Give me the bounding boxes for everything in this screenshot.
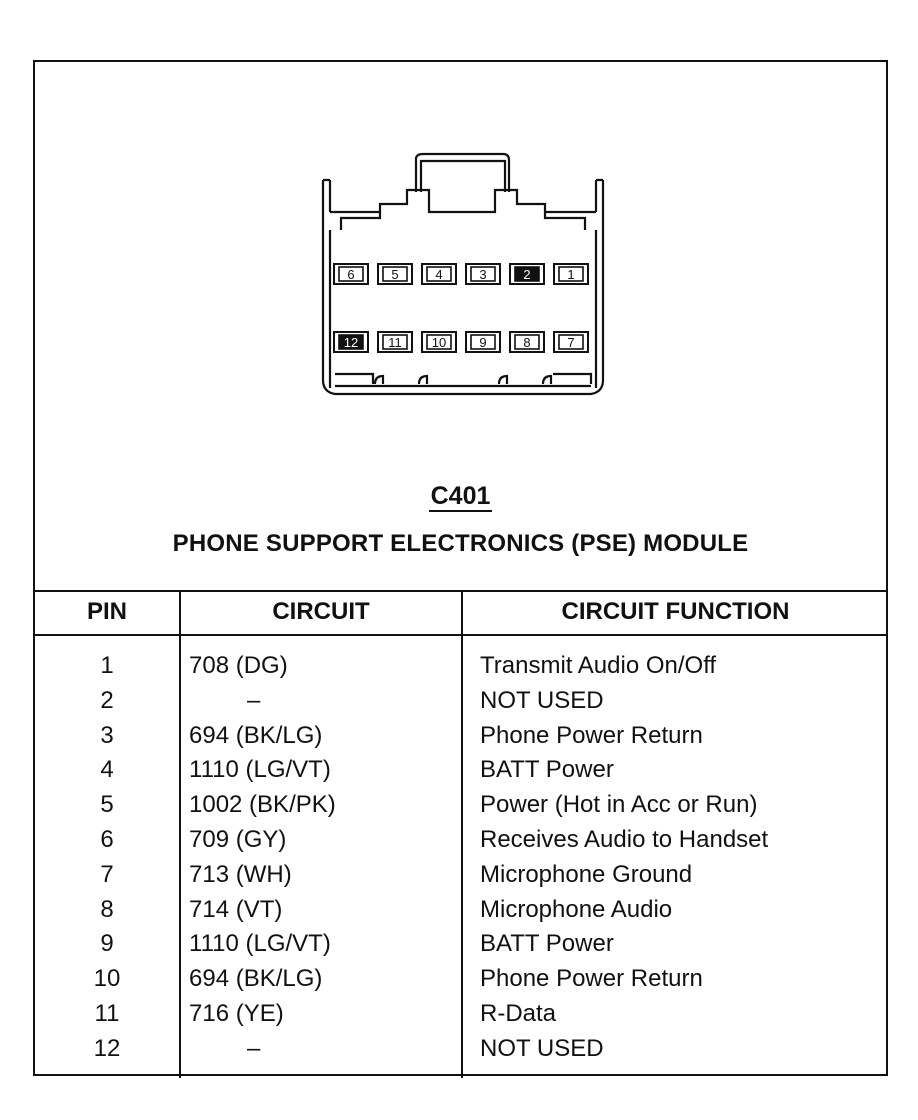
table-row	[35, 722, 886, 757]
pin-cavity	[466, 332, 500, 352]
pin-cell: 3	[100, 721, 114, 749]
function-cell: R-Data	[480, 999, 557, 1027]
circuit-cell: 1110 (LG/VT)	[189, 930, 331, 958]
circuit-cell: 716 (YE)	[189, 999, 284, 1027]
pin-cavity	[510, 332, 544, 352]
pin-cavity	[378, 264, 412, 284]
function-cell: Phone Power Return	[480, 721, 703, 749]
circuit-cell: –	[247, 686, 261, 714]
function-cell: Power (Hot in Acc or Run)	[480, 791, 758, 819]
circuit-cell: 1110 (LG/VT)	[189, 756, 331, 784]
circuit-cell: 708 (DG)	[189, 652, 288, 679]
table-row	[35, 791, 886, 826]
pin-cell: 12	[93, 1034, 121, 1062]
pin-cell: 1	[100, 652, 114, 679]
circuit-cell: 713 (WH)	[189, 860, 292, 888]
pin-number-label: 2	[523, 267, 531, 282]
table-row	[35, 652, 886, 687]
table-row	[35, 756, 886, 791]
table-row	[35, 861, 886, 896]
pin-number-label: 11	[388, 335, 402, 350]
pin-cavity	[334, 332, 368, 352]
table-row	[35, 896, 886, 931]
pin-number-label: 4	[435, 267, 443, 282]
circuit-cell: 1002 (BK/PK)	[189, 791, 336, 819]
pin-cell: 11	[94, 999, 120, 1027]
pin-cell: 7	[100, 860, 114, 888]
top-pin-row	[334, 264, 588, 284]
pin-cell: 6	[100, 825, 114, 853]
circuit-cell: 714 (VT)	[189, 895, 283, 923]
pin-cavity	[554, 332, 588, 352]
header-rule	[35, 634, 886, 636]
pin-number-label: 5	[391, 267, 399, 282]
circuit-cell: –	[247, 1034, 261, 1062]
function-cell: Phone Power Return	[480, 965, 703, 993]
pin-cavity	[422, 332, 456, 352]
pin-cell: 2	[100, 686, 114, 714]
pin-cavity	[422, 264, 456, 284]
table-row	[35, 1035, 886, 1070]
pin-number-label: 1	[567, 267, 575, 282]
connector-name-label: PHONE SUPPORT ELECTRONICS (PSE) MODULE	[172, 530, 749, 557]
pin-number-label: 12	[343, 335, 359, 350]
function-cell: NOT USED	[480, 686, 604, 714]
connector-card	[33, 60, 888, 1076]
header-pin: PIN	[86, 598, 127, 625]
header-circuit: CIRCUIT	[272, 598, 370, 625]
pin-cavity	[378, 332, 412, 352]
table-row	[35, 965, 886, 1000]
pin-cavity	[554, 264, 588, 284]
function-cell: BATT Power	[480, 756, 614, 784]
function-cell: Microphone Ground	[480, 860, 693, 888]
connector-id-label: C401	[430, 482, 491, 510]
pin-number-label: 8	[523, 335, 531, 350]
pin-cell: 5	[100, 791, 114, 819]
table-row	[35, 687, 886, 722]
table-row	[35, 1000, 886, 1035]
header-circuit-function: CIRCUIT FUNCTION	[561, 598, 790, 625]
circuit-cell: 694 (BK/LG)	[189, 965, 323, 993]
circuit-cell: 709 (GY)	[189, 825, 287, 853]
connector-face-drawing	[35, 62, 888, 482]
circuit-cell: 694 (BK/LG)	[189, 721, 323, 749]
pin-number-label: 6	[347, 267, 355, 282]
bottom-pin-row	[334, 332, 588, 352]
table-row	[35, 930, 886, 965]
pinout-table	[35, 590, 886, 1078]
pin-cavity	[466, 264, 500, 284]
pin-number-label: 9	[479, 335, 487, 350]
pin-number-label: 7	[567, 335, 575, 350]
connector-diagram-area	[35, 62, 886, 590]
pin-cell: 10	[93, 965, 121, 993]
function-cell: BATT Power	[480, 930, 614, 958]
pin-cell: 4	[100, 756, 114, 784]
pinout-rows	[35, 652, 886, 1070]
pin-number-label: 10	[431, 335, 447, 350]
pin-cell: 9	[100, 930, 114, 958]
pin-cell: 8	[100, 895, 114, 923]
function-cell: Microphone Audio	[480, 895, 673, 923]
pin-cavity	[510, 264, 544, 284]
pin-number-label: 3	[479, 267, 487, 282]
function-cell: Receives Audio to Handset	[480, 825, 769, 853]
function-cell: Transmit Audio On/Off	[480, 652, 717, 679]
pin-cavity	[334, 264, 368, 284]
table-row	[35, 826, 886, 861]
function-cell: NOT USED	[480, 1034, 604, 1062]
